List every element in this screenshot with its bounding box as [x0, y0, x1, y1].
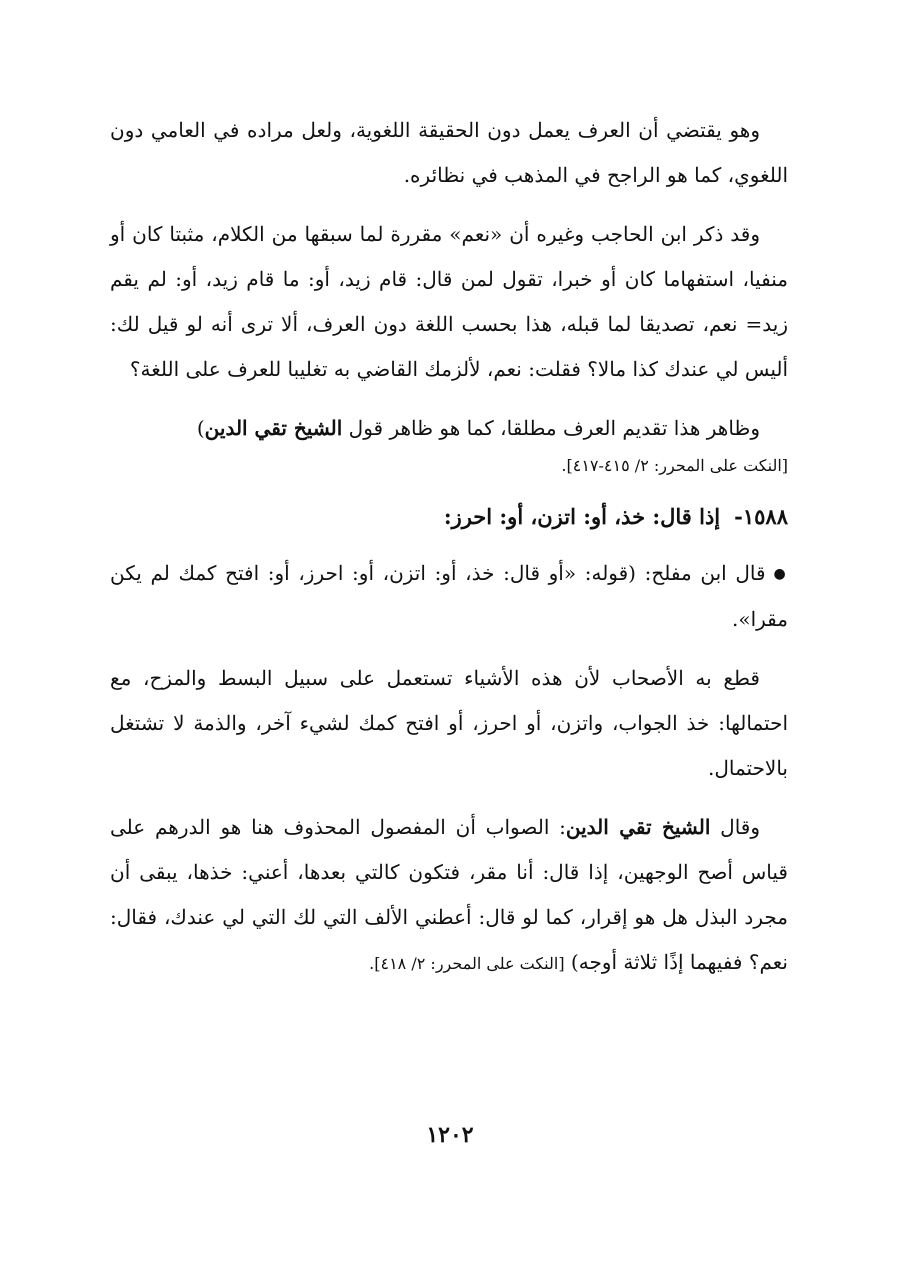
page-number: ١٢٠٢: [426, 1122, 474, 1148]
paragraph-6-text: : الصواب أن المفصول المحذوف هنا هو الدرهم على قياس أصح الوجهين، إذا قال: أنا مقر، فتكون كالتي بعدها، أعني: خذها، يبقى أن مجرد البذل هل هو إقرار، كما لو قال: أعطني الألف التي لك التي لي عندك، فقال: نعم؟ ففيهما إذًا ثلاثة أوجه): [110, 815, 788, 974]
paragraph-2-text: وقد ذكر ابن الحاجب وغيره أن «نعم» مقررة لما سبقها من الكلام، مثبتا كان أو منفيا، استفهاما كان أو خبرا، تقول لمن قال: قام زيد، أو: ما قام زيد، أو: لم يقم زيد= نعم، تصديقا لما قبله، هذا بحسب اللغة دون العرف، ألا ترى أنه لو قيل لك: أليس لي عندك كذا مالا؟ فقلت: نعم، لألزمك القاضي به تغليبا للعرف على اللغة؟: [110, 222, 788, 381]
citation: [النكت على المحرر: ٢/ ٤١٥-٤١٧].: [561, 456, 788, 475]
paragraph-4-text: قال ابن مفلح: (قوله: «أو قال: خذ، أو: اتزن، أو: احرز، أو: افتح كمك لم يكن مقرا».: [110, 561, 788, 631]
section-title: إذا قال: خذ، أو: اتزن، أو: احرز:: [443, 504, 721, 529]
section-heading: [110, 495, 788, 539]
paragraph-6-pre: وقال: [710, 815, 761, 839]
paragraph-1-text: وهو يقتضي أن العرف يعمل دون الحقيقة اللغوية، ولعل مراده في العامي دون اللغوي، كما هو الراجح في المذهب في نظائره.: [110, 118, 788, 187]
paragraph-3-text: وظاهر هذا تقديم العرف مطلقا، كما هو ظاهر قول: [342, 416, 760, 440]
paragraph-1: [110, 108, 788, 198]
paragraph-4: [110, 551, 788, 642]
paragraph-2: [110, 212, 788, 392]
citation: [النكت على المحرر: ٢/ ٤١٨].: [369, 954, 565, 973]
sheikh-name: الشيخ تقي الدين: [204, 416, 343, 440]
bullet-icon: ●: [773, 566, 789, 582]
section-number: ١٥٨٨-: [734, 504, 788, 529]
paragraph-5-text: قطع به الأصحاب لأن هذه الأشياء تستعمل على سبيل البسط والمزح، مع احتمالها: خذ الجواب، واتزن، أو احرز، أو افتح كمك لشيء آخر، والذمة لا تشتغل بالاحتمال.: [110, 666, 788, 780]
sheikh-name: الشيخ تقي الدين: [565, 815, 711, 839]
closing-paren: ): [196, 416, 205, 440]
page-body: [110, 108, 788, 1000]
paragraph-5: [110, 656, 788, 791]
paragraph-6: [110, 805, 788, 986]
paragraph-3: [110, 406, 788, 481]
